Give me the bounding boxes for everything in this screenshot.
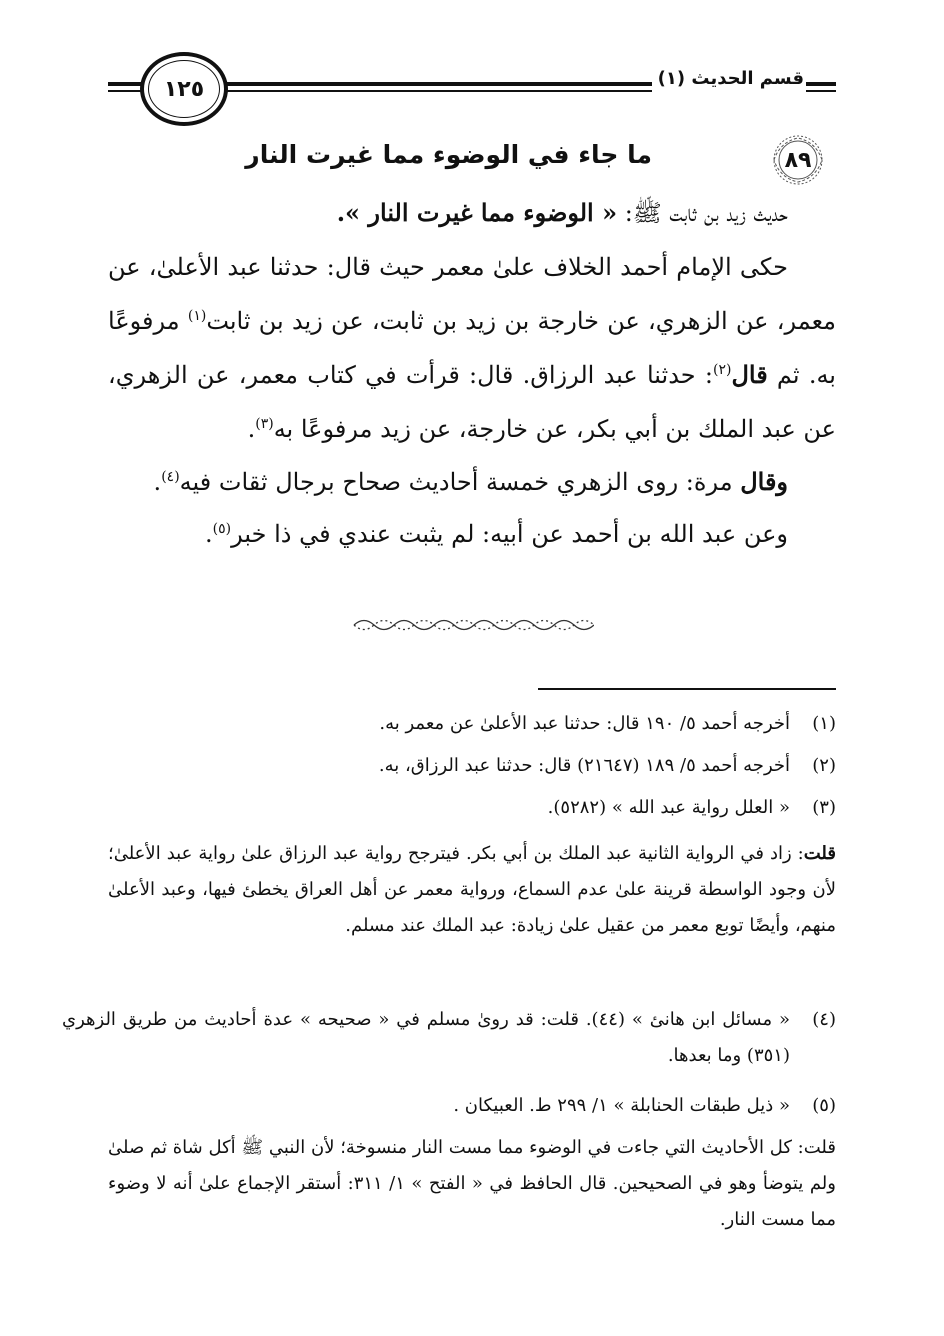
- footnote-text: « العلل رواية عبد الله » (٥٢٨٢).: [547, 797, 790, 818]
- chapter-title: ما جاء في الوضوء مما غيرت النار: [245, 140, 652, 169]
- footnote-ref-3: (٣): [255, 416, 274, 432]
- page-number-badge: [140, 52, 228, 126]
- main-text: [108, 186, 836, 560]
- paragraph-isnad: [108, 240, 836, 456]
- footnote-number: (١): [812, 713, 836, 734]
- hadith-text: « الوضوء مما غيرت النار ».: [336, 198, 618, 227]
- header-rule-mid-thick: [212, 82, 652, 86]
- footnote-ref-1: (١): [187, 308, 207, 324]
- footnote-ref-5: (٥): [212, 521, 232, 537]
- footnote-number: (٢): [812, 755, 836, 776]
- footnote-text: أخرجه أحمد ٥/ ١٩٠ قال: حدثنا عبد الأعلىٰ عن معمر به.: [379, 713, 790, 734]
- waqal-bold: وقال: [740, 467, 788, 496]
- zuhri-end: .: [153, 468, 162, 496]
- zuhri-text: مرة: روى الزهري خمسة أحاديث صحاح برجال ثقات فيه: [179, 468, 741, 496]
- section-divider-ornament: [350, 614, 594, 636]
- note-label: قلت: [803, 843, 836, 864]
- footnote-text: « مسائل ابن هانئ » (٤٤). قلت: قد روىٰ مسلم في « صحيحه » عدة أحاديث من طريق الزهري (٣٥١) وما بعدها.: [62, 1009, 790, 1066]
- header-rule-right-thick: [806, 82, 836, 86]
- footnote-number: (٣): [812, 797, 836, 818]
- footnote-separator: [538, 688, 836, 690]
- footnote-text: أخرجه أحمد ٥/ ١٨٩ (٢١٦٤٧) قال: حدثنا عبد الرزاق، به.: [378, 755, 790, 776]
- note-text: : زاد في الرواية الثانية عبد الملك بن أبي بكر. فيترجح رواية عبد الرزاق علىٰ رواية عبد الأعلىٰ؛ لأن وجود الواسطة قرينة علىٰ عدم السماع، ورواية معمر عن أهل العراق يخطئ فيها، وعبد الأعلىٰ منهم، وأيضًا توبع معمر من عقيل علىٰ زيادة: عبد الملك عند مسلم.: [108, 843, 836, 936]
- paragraph-abdullah: [108, 508, 836, 560]
- chapter-number: ٨٩: [784, 147, 812, 173]
- isnad-end: .: [247, 415, 256, 443]
- footnote-3: [108, 790, 836, 826]
- footnote-5: [108, 1088, 836, 1124]
- header-rule-right-thin: [806, 90, 836, 92]
- page-number: ١٢٥: [163, 76, 205, 102]
- abdullah-text: وعن عبد الله بن أحمد عن أبيه: لم يثبت عندي في ذا خبر: [231, 520, 788, 548]
- footnote-2: [108, 748, 836, 784]
- footnote-number: (٥): [812, 1095, 836, 1116]
- footnote-4: [62, 1002, 836, 1074]
- chapter-number-ornament: [760, 132, 836, 188]
- note-text: قلت: كل الأحاديث التي جاءت في الوضوء مما مست النار منسوخة؛ لأن النبي ﷺ أكل شاة ثم صلىٰ ولم يتوضأ وهو في الصحيحين. قال الحافظ في « الفتح » ١/ ٣١١: أستقر الإجماع علىٰ أنه لا وضوء مما مست النار.: [108, 1137, 836, 1230]
- note-1: [108, 836, 836, 944]
- footnote-ref-4: (٤): [161, 469, 180, 485]
- isnad-text-c: : حدثنا عبد الرزاق. قال: قرأت في كتاب معمر، عن الزهري، عن عبد الملك بن أبي بكر، عن خارجة، عن زيد مرفوعًا به: [108, 361, 836, 443]
- footnote-text: « ذيل طبقات الحنابلة » ١/ ٢٩٩ ط. العبيكان .: [453, 1095, 790, 1116]
- footnote-number: (٤): [812, 1009, 836, 1030]
- isnad-text-b: مرفوعًا به. ثم: [108, 307, 836, 389]
- footnote-ref-2: (٢): [712, 362, 732, 378]
- abdullah-end: .: [205, 520, 213, 548]
- hadith-lead: حديث زيد بن ثابت ﷺ:: [617, 199, 788, 227]
- running-title: قسم الحديث (١): [657, 68, 804, 89]
- paragraph-zuhri: [108, 456, 836, 508]
- paragraph-hadith: [108, 186, 836, 240]
- footnote-1: [108, 706, 836, 742]
- header-rule-mid-thin: [212, 90, 652, 92]
- note-2: [108, 1130, 836, 1238]
- isnad-text-a: حكى الإمام أحمد الخلاف علىٰ معمر حيث قال: حدثنا عبد الأعلىٰ، عن معمر، عن الزهري، عن خارجة بن زيد بن ثابت، عن زيد بن ثابت: [108, 253, 837, 335]
- qal-bold: قال: [731, 360, 768, 389]
